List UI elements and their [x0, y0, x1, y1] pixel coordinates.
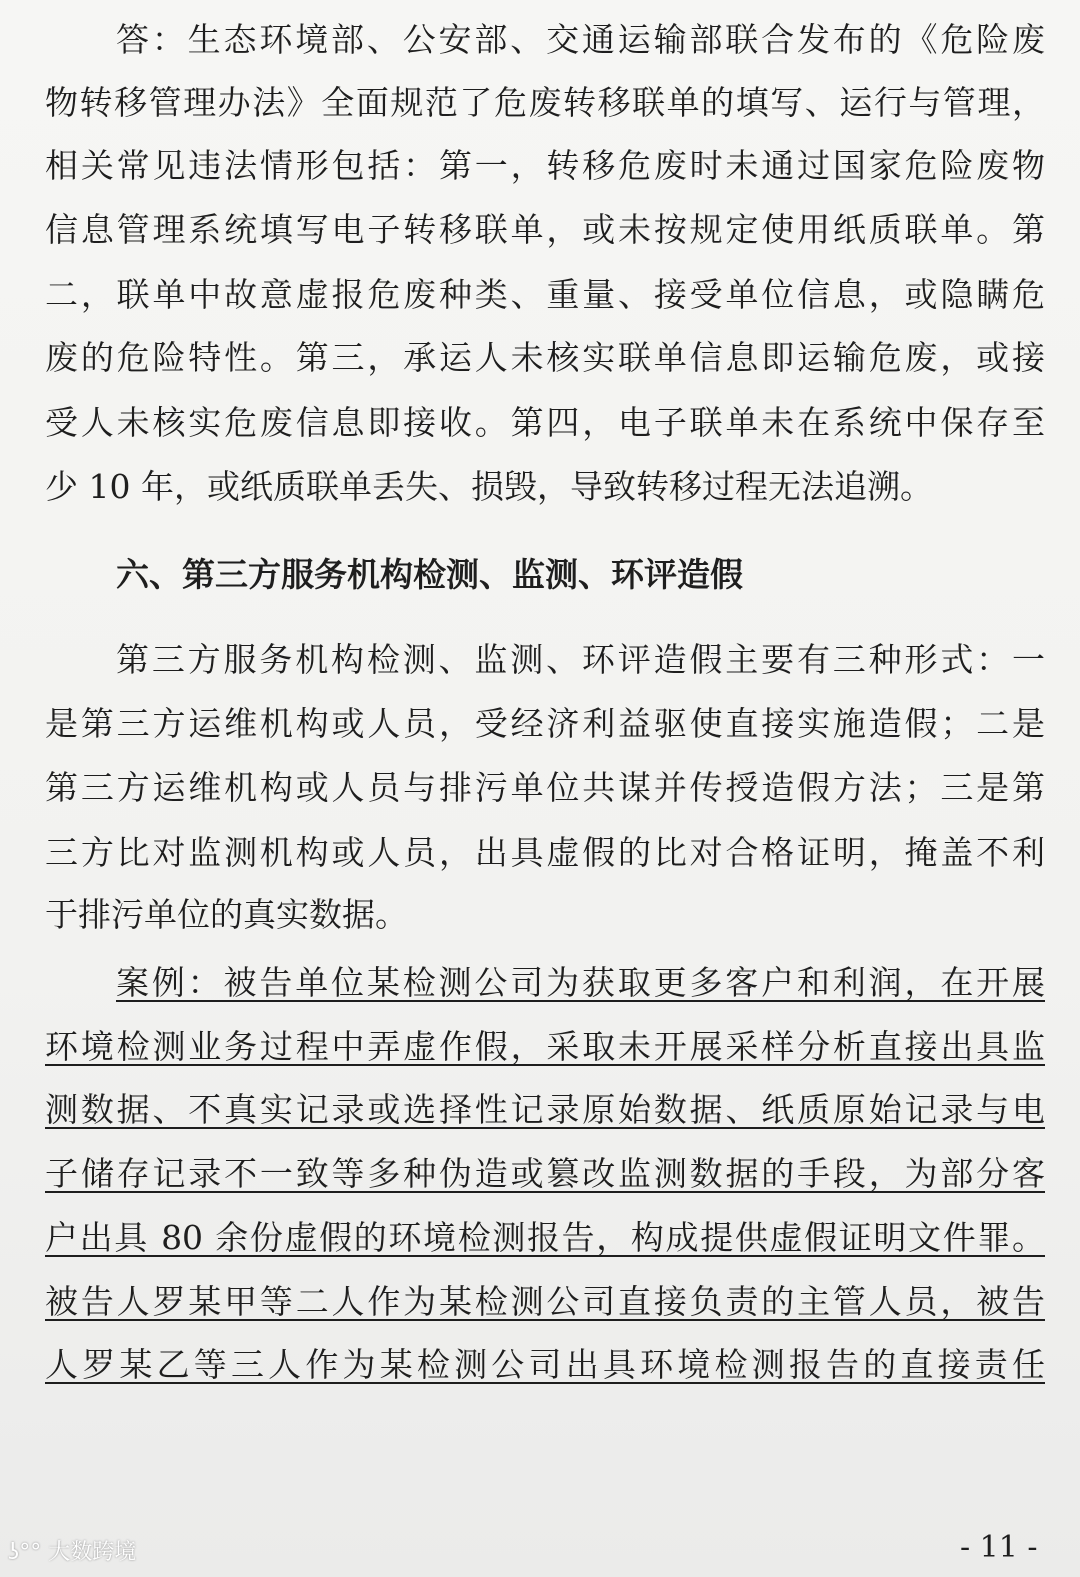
- paragraph-line: 答：生态环境部、公安部、交通运输部联合发布的《危险废: [116, 20, 1045, 59]
- paragraph-line: 物转移管理办法》全面规范了危废转移联单的填写、运行与管理，: [45, 83, 1045, 122]
- case-line: 案例：被告单位某检测公司为获取更多客户和利润，在开展: [116, 963, 1045, 1002]
- paragraph-line: 废的危险特性。第三，承运人未核实联单信息即运输危废，或接: [45, 338, 1045, 377]
- paragraph-line: 第三方运维机构或人员与排污单位共谋并传授造假方法；三是第: [45, 768, 1045, 807]
- paragraph-line: 信息管理系统填写电子转移联单，或未按规定使用纸质联单。第: [45, 210, 1045, 249]
- paragraph-line: 是第三方运维机构或人员，受经济利益驱使直接实施造假；二是: [45, 704, 1045, 743]
- page-number: - 11 -: [960, 1530, 1038, 1565]
- paragraph-line: 第三方服务机构检测、监测、环评造假主要有三种形式：一: [116, 640, 1045, 679]
- paragraph-line: 二，联单中故意虚报危废种类、重量、接受单位信息，或隐瞒危: [45, 275, 1045, 314]
- case-line: 环境检测业务过程中弄虚作假，采取未开展采样分析直接出具监: [45, 1027, 1045, 1066]
- paragraph-line: 于排污单位的真实数据。: [45, 895, 408, 934]
- paragraph-line: 少 10 年，或纸质联单丢失、损毁，导致转移过程无法追溯。: [45, 467, 933, 506]
- paragraph-line: 相关常见违法情形包括：第一，转移危废时未通过国家危险废物: [45, 146, 1045, 185]
- logo-icon: ʖ°°: [8, 1540, 42, 1565]
- case-line: 测数据、不真实记录或选择性记录原始数据、纸质原始记录与电: [45, 1090, 1045, 1129]
- case-line: 户出具 80 余份虚假的环境检测报告，构成提供虚假证明文件罪。: [45, 1218, 1045, 1257]
- case-line: 被告人罗某甲等二人作为某检测公司直接负责的主管人员，被告: [45, 1282, 1045, 1321]
- paragraph-line: 受人未核实危废信息即接收。第四，电子联单未在系统中保存至: [45, 403, 1045, 442]
- watermark-text: 大数跨境: [48, 1540, 137, 1565]
- case-line: 人罗某乙等三人作为某检测公司出具环境检测报告的直接责任: [45, 1345, 1045, 1384]
- watermark-logo: [8, 1535, 136, 1566]
- paragraph-line: 三方比对监测机构或人员，出具虚假的比对合格证明，掩盖不利: [45, 833, 1045, 872]
- section-heading: 六、第三方服务机构检测、监测、环评造假: [116, 555, 743, 594]
- case-line: 子储存记录不一致等多种伪造或篡改监测数据的手段，为部分客: [45, 1154, 1045, 1193]
